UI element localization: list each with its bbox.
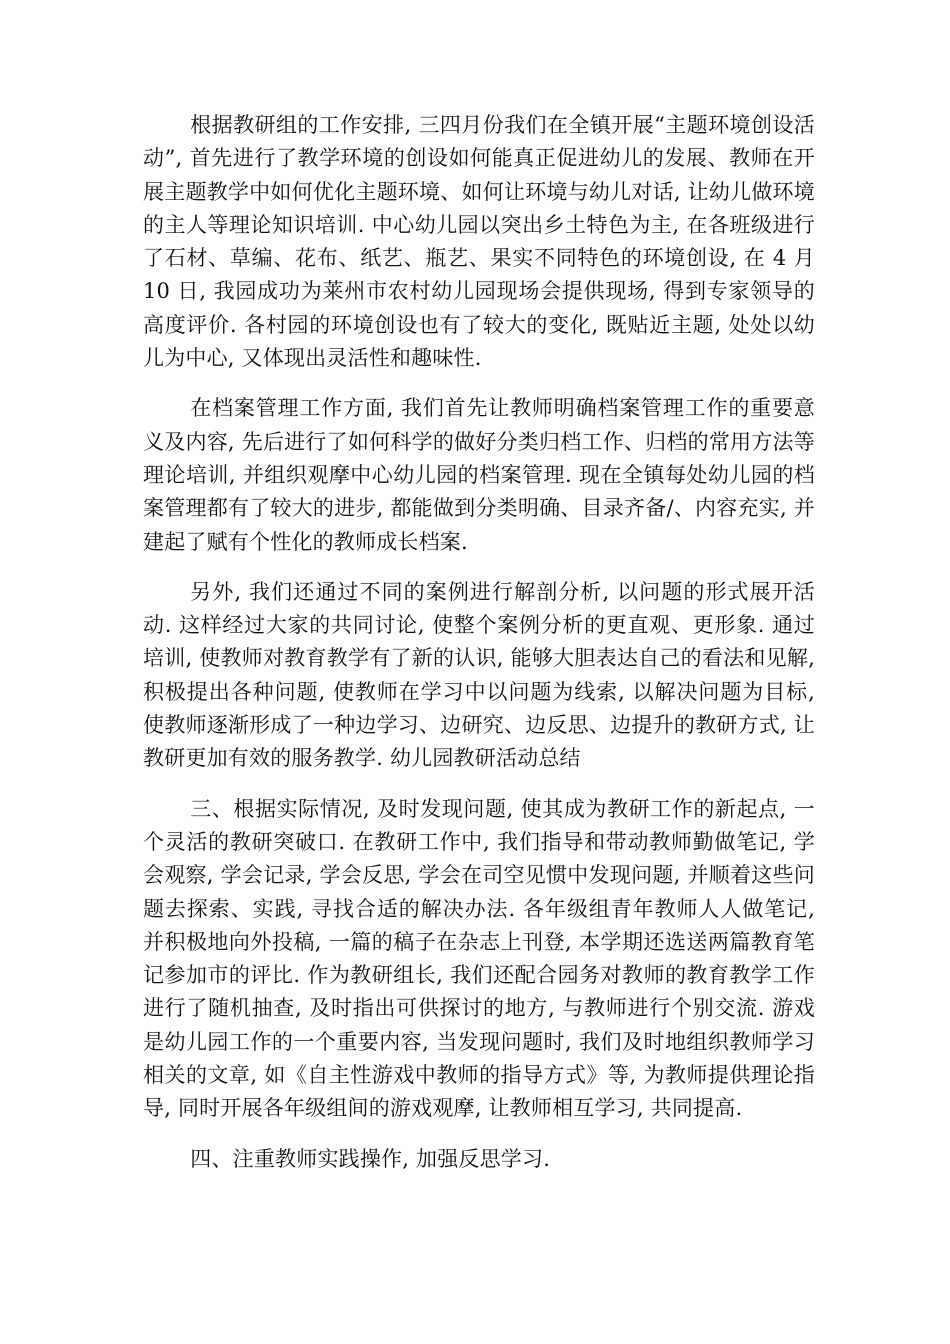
paragraph-theme-environment: 根据教研组的工作安排, 三四月份我们在全镇开展“主题环境创设活动”, 首先进行了教学环境的创设如何能真正促进幼儿的发展、教师在开展主题教学中如何优化主题环境、如何让环境与幼儿对话, 让幼儿做环境的主人等理论知识培训. 中心幼儿园以突出乡土特色为主, 在各班级进行了石材、草编、花布、纸艺、瓶艺、果实不同特色的环境创设, 在 4 月 10 日, 我园成功为莱州市农村幼儿园现场会提供现场, 得到专家领导的高度评价. 各村园的环境创设也有了较大的变化, 既贴近主题, 处处以幼儿为中心, 又体现出灵活性和趣味性. bbox=[143, 113, 815, 371]
paragraph-section-four: 四、注重教师实践操作, 加强反思学习. bbox=[190, 1146, 551, 1171]
paragraph-section-three: 三、根据实际情况, 及时发现问题, 使其成为教研工作的新起点, 一个灵活的教研突破口. 在教研工作中, 我们指导和带动教师勤做笔记, 学会观察, 学会记录, 学会反思, 学会在司空见惯中发现问题, 并顺着这些问题去探索、实践, 寻找合适的解决办法. 各年级组青年教师人人做笔记, 并积极地向外投稿, 一篇的稿子在杂志上刊登, 本学期还选送两篇教育笔记参加市的评比. 作为教研组长, 我们还配合园务对教师的教育教学工作进行了随机抽查, 及时指出可供探讨的地方, 与教师进行个别交流. 游戏是幼儿园工作的一个重要内容, 当发现问题时, 我们及时地组织教师学习相关的文章, 如《自主性游戏中教师的指导方式》等, 为教师提供理论指导, 同时开展各年级组间的游戏观摩, 让教师相互学习, 共同提高. bbox=[143, 796, 815, 1121]
paragraph-case-analysis: 另外, 我们还通过不同的案例进行解剖分析, 以问题的形式展开活动. 这样经过大家的共同讨论, 使整个案例分析的更直观、更形象. 通过培训, 使教师对教育教学有了新的认识, 能够大胆表达自己的看法和见解, 积极提出各种问题, 使教师在学习中以问题为线索, 以解决问题为目标, 使教师逐渐形成了一种边学习、边研究、边反思、边提升的教研方式, 让教研更加有效的服务教学. 幼儿园教研活动总结 bbox=[143, 579, 815, 771]
document-body bbox=[143, 109, 815, 1176]
paragraph-archive-management: 在档案管理工作方面, 我们首先让教师明确档案管理工作的重要意义及内容, 先后进行了如何科学的做好分类归档工作、归档的常用方法等理论培训, 并组织观摩中心幼儿园的档案管理. 现在全镇每处幼儿园的档案管理都有了较大的进步, 都能做到分类明确、目录齐备/、内容充实, 并建起了赋有个性化的教师成长档案. bbox=[143, 396, 815, 554]
